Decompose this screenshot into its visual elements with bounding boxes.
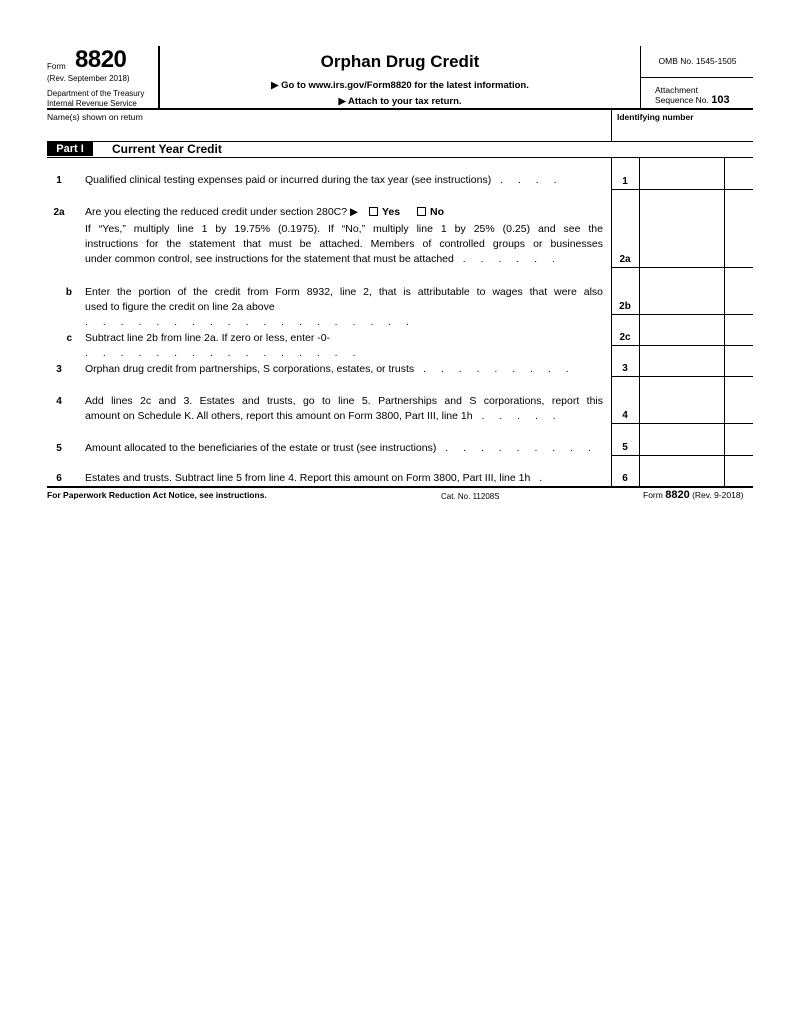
line-2c-row (85, 331, 603, 361)
leader-dots: . . . . . . . . . (436, 442, 597, 454)
line-2b-text-2-row (85, 300, 603, 330)
department-info (47, 89, 144, 109)
line-2a-text-3: under common control, see instructions for the statement that must be attached (85, 253, 454, 265)
department-name: Department of the Treasury (47, 89, 145, 98)
page-title: Orphan Drug Credit (320, 52, 480, 71)
leader-dots: . . . . (491, 174, 563, 186)
form-revision: (Rev. September 2018) (47, 74, 130, 83)
label-col-right-rule (639, 157, 640, 486)
footer-revision: (Rev. 9-2018) (692, 490, 744, 500)
service-name: Internal Revenue Service (47, 99, 137, 108)
line-label-5: 5 (622, 442, 628, 453)
line-6-amount-input[interactable] (641, 456, 723, 486)
footer-form-number: 8820 (665, 489, 690, 501)
name-field-label: Name(s) shown on return (47, 112, 143, 122)
line-3-text: Orphan drug credit from partnerships, S corporations, estates, or trusts (85, 363, 415, 375)
name-input[interactable] (47, 122, 609, 140)
paperwork-notice: For Paperwork Reduction Act Notice, see instructions. (47, 490, 267, 500)
line-2a-text-1: If “Yes,” multiply line 1 by 19.75% (0.1975). If “No,” multiply line 1 by 25% (0.25) and see the (85, 223, 603, 235)
line-2a-text-2: instructions for the statement that must be attached. Members of controlled groups or businesses (85, 238, 603, 250)
attachment-label: Attachment (655, 85, 698, 95)
line-label-3: 3 (622, 363, 628, 374)
line-2b-text-2: used to figure the credit on line 2a above (85, 301, 275, 313)
form-label: Form (47, 62, 66, 71)
footer-form-word: Form (643, 490, 663, 500)
yes-checkbox[interactable] (369, 207, 378, 216)
leader-dots: . . . . . . . . . (414, 363, 575, 375)
leader-dots: . (530, 472, 549, 484)
catalog-number: Cat. No. 11208S (441, 492, 500, 501)
line-2c-amount-input[interactable] (641, 315, 723, 345)
line-label-6: 6 (622, 473, 628, 484)
line-4-text-2-row (85, 409, 603, 424)
line-label-2a: 2a (619, 254, 631, 265)
line-number-2b: b (65, 287, 72, 298)
line-label-2c: 2c (619, 332, 631, 343)
footer-rule (47, 486, 753, 488)
sequence-number: 103 (711, 94, 730, 106)
line-1-text (85, 173, 603, 188)
leader-dots: . . . . . . . . . . . . . . . . . . . (85, 316, 415, 328)
line-2a-amount-input[interactable] (641, 190, 723, 267)
omb-divider (640, 77, 753, 78)
line-5-text: Amount allocated to the beneficiaries of the estate or trust (see instructions) (85, 442, 437, 454)
line-number-2a: 2a (53, 207, 65, 218)
line-4-text-2: amount on Schedule K. All others, report this amount on Form 3800, Part III, line 1h (85, 410, 473, 422)
line-3-row (85, 362, 603, 377)
line-2b-amount-input[interactable] (641, 268, 723, 314)
leader-dots: . . . . . . . . . . . . . . . . (85, 347, 362, 359)
line-5-amount-input[interactable] (641, 424, 723, 455)
leader-dots: . . . . . (472, 410, 562, 422)
line-2a-text-3-row (85, 252, 603, 267)
line-number-3: 3 (56, 364, 62, 375)
attach-instructions: ▶ Attach to your tax return. (338, 96, 462, 107)
header-bottom-rule (47, 108, 753, 110)
omb-number: OMB No. 1545-1505 (658, 56, 737, 66)
line-label-1: 1 (622, 176, 628, 187)
line-2a-question-text: Are you electing the reduced credit under section 280C? ▶ (85, 206, 359, 218)
line-number-6: 6 (56, 473, 62, 484)
identifying-number-input[interactable] (613, 122, 753, 140)
line-1-description: Qualified clinical testing expenses paid or incurred during the tax year (see instructions) (85, 174, 492, 186)
line-6-text: Estates and trusts. Subtract line 5 from line 4. Report this amount on Form 3800, Part III, line 1h (85, 472, 531, 484)
yes-label: Yes (382, 206, 401, 218)
line-label-4: 4 (622, 410, 628, 421)
identifying-number-label: Identifying number (617, 112, 694, 122)
name-id-divider (611, 109, 612, 141)
line-2a-question (85, 205, 603, 220)
sequence-label: Sequence No. (655, 95, 709, 105)
line-number-5: 5 (56, 443, 62, 454)
line-2c-text: Subtract line 2b from line 2a. If zero or less, enter -0- (85, 332, 331, 344)
no-label: No (430, 206, 445, 218)
footer-form-id (643, 489, 743, 501)
line-label-2b: 2b (619, 301, 631, 312)
line-4-amount-input[interactable] (641, 377, 723, 423)
attachment-sequence (655, 85, 730, 105)
line-6-row (85, 471, 603, 486)
line-5-row (85, 441, 603, 456)
no-checkbox[interactable] (417, 207, 426, 216)
goto-instructions: ▶ Go to www.irs.gov/Form8820 for the latest information. (271, 80, 529, 91)
line-number-1: 1 (56, 175, 62, 186)
amount-cents-rule (724, 157, 725, 486)
line-3-amount-input[interactable] (641, 346, 723, 376)
line-number-4: 4 (56, 396, 62, 407)
line-1-amount-input[interactable] (641, 158, 723, 189)
leader-dots: . . . . . . (453, 253, 561, 265)
label-col-left-rule (611, 157, 612, 486)
line-4-text-1: Add lines 2c and 3. Estates and trusts, go to line 5. Partnerships and S corporations, report this (85, 395, 603, 407)
part-badge: Part I (47, 142, 93, 156)
part-title: Current Year Credit (112, 142, 222, 156)
form-number: 8820 (75, 46, 127, 73)
line-number-2c: c (66, 333, 72, 344)
line-2b-text-1: Enter the portion of the credit from Form 8932, line 2, that is attributable to wages that were also (85, 286, 603, 298)
